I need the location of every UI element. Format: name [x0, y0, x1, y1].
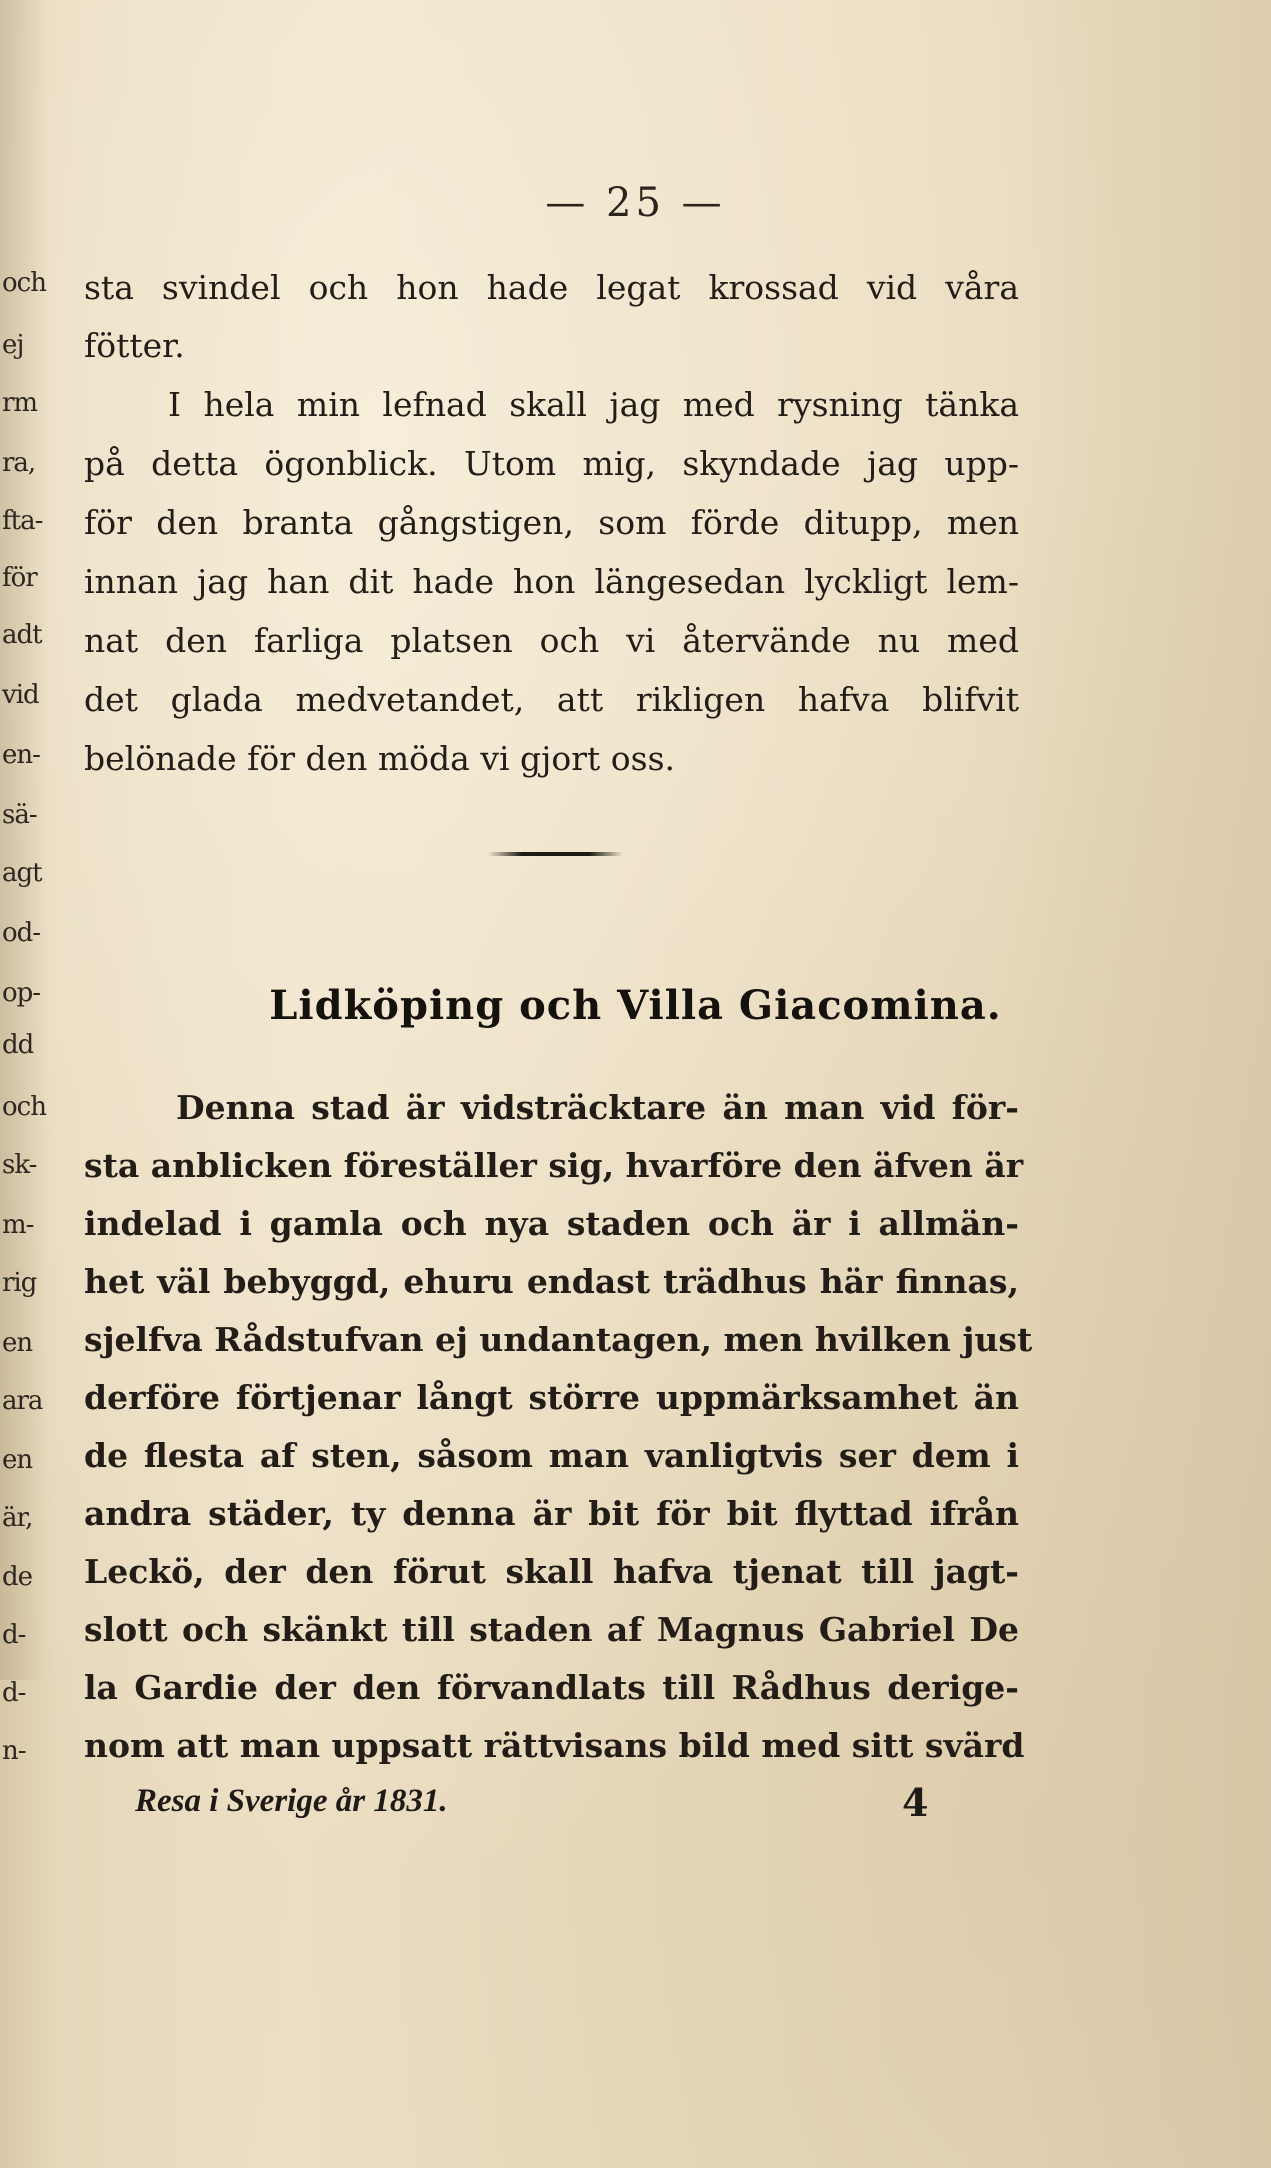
page-number-header: — 25 —: [545, 180, 726, 226]
margin-fragment: sk-: [2, 1150, 37, 1180]
text-line: sta anblicken föreställer sig, hvarföre den äfven är: [84, 1146, 1024, 1185]
section-divider: [488, 852, 623, 856]
margin-fragment: en: [2, 1445, 33, 1475]
sheet-number: 4: [902, 1780, 929, 1825]
margin-fragment: n-: [2, 1736, 26, 1766]
facing-page-bleed: [0, 0, 48, 1766]
text-line: andra städer, ty denna är bit för bit flyttad ifrån: [84, 1494, 1019, 1533]
text-line: het väl bebyggd, ehuru endast trädhus här finnas,: [84, 1262, 1019, 1301]
margin-fragment: d-: [2, 1620, 26, 1650]
text-line: innan jag han dit hade hon längesedan lyckligt lem-: [84, 562, 1019, 601]
text-line: indelad i gamla och nya staden och är i allmän-: [84, 1204, 1019, 1243]
margin-fragment: en-: [2, 740, 40, 770]
margin-fragment: dd: [2, 1030, 34, 1060]
text-line: sjelfva Rådstufvan ej undantagen, men hvilken just: [84, 1320, 1033, 1359]
margin-fragment: od-: [2, 918, 41, 948]
text-line: för den branta gångstigen, som förde ditupp, men: [84, 503, 1019, 542]
section-heading: Lidköping och Villa Giacomina.: [269, 982, 1002, 1029]
margin-fragment: vid: [2, 680, 39, 710]
margin-fragment: agt: [2, 858, 42, 888]
margin-fragment: en: [2, 1328, 33, 1358]
margin-fragment: ara: [2, 1386, 43, 1416]
text-line: nom att man uppsatt rättvisans bild med sitt svärd: [84, 1726, 1025, 1765]
margin-fragment: de: [2, 1562, 33, 1592]
text-line: slott och skänkt till staden af Magnus Gabriel De: [84, 1610, 1019, 1649]
text-line: Leckö, der den förut skall hafva tjenat till jagt-: [84, 1552, 1019, 1591]
margin-fragment: för: [2, 563, 37, 593]
text-line: belönade för den möda vi gjort oss.: [84, 739, 676, 778]
margin-fragment: är,: [2, 1503, 33, 1533]
printer-signature: Resa i Sverige år 1831.: [135, 1783, 448, 1819]
margin-fragment: ej: [2, 330, 24, 360]
text-line: I hela min lefnad skall jag med rysning tänka: [168, 385, 1019, 424]
margin-fragment: d-: [2, 1678, 26, 1708]
margin-fragment: och: [2, 1092, 46, 1122]
text-line: sta svindel och hon hade legat krossad vid våra: [84, 268, 1019, 307]
text-line: derföre förtjenar långt större uppmärksamhet än: [84, 1378, 1019, 1417]
text-line: fötter.: [84, 326, 185, 365]
margin-fragment: ra,: [2, 448, 36, 478]
text-line: la Gardie der den förvandlats till Rådhus derige-: [84, 1668, 1019, 1707]
margin-fragment: och: [2, 268, 46, 298]
text-line: de flesta af sten, såsom man vanligtvis ser dem i: [84, 1436, 1019, 1475]
text-line: nat den farliga platsen och vi återvände nu med: [84, 621, 1019, 660]
text-line: på detta ögonblick. Utom mig, skyndade jag upp-: [84, 444, 1019, 483]
margin-fragment: sä-: [2, 800, 37, 830]
margin-fragment: adt: [2, 620, 42, 650]
margin-fragment: op-: [2, 978, 41, 1008]
margin-fragment: fta-: [2, 506, 43, 536]
text-line: det glada medvetandet, att rikligen hafva blifvit: [84, 680, 1019, 719]
text-line: Denna stad är vidsträcktare än man vid för-: [176, 1088, 1019, 1127]
margin-fragment: rig: [2, 1268, 37, 1298]
margin-fragment: m-: [2, 1210, 34, 1240]
margin-fragment: rm: [2, 388, 38, 418]
